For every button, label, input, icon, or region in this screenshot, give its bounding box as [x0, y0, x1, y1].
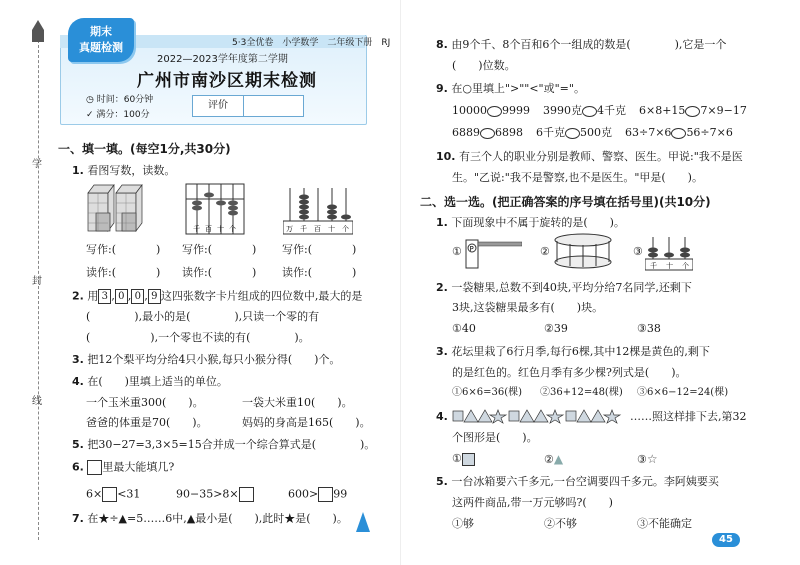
q2-line2	[86, 310, 319, 324]
compare-circle[interactable]	[685, 106, 700, 117]
cubes-figure	[86, 183, 154, 235]
s2q4-opt-1	[452, 452, 475, 466]
q7-line	[72, 512, 348, 526]
score-label	[86, 108, 150, 122]
s2q5-opt-3[interactable]: ③不能确定	[637, 517, 692, 530]
q8-line1	[436, 38, 726, 52]
q3-number: 3.	[72, 353, 84, 366]
read-label: 读作:(	[182, 266, 212, 279]
q8-text-1: 由9个千、8个百和6个一组成的数是( ),它是一个	[451, 38, 727, 51]
q9-r2-c: 6千克	[536, 126, 565, 139]
q10-text-1: 有三个人的职业分别是教师、警察、医生。甲说:"我不是医	[459, 150, 743, 163]
section2-heading: 二、选一选。(把正确答案的序号填在括号里)(共10分)	[420, 195, 711, 209]
q3-text: 把12个梨平均分给4只小猴,每只小猴分得( )个。	[87, 353, 341, 366]
triangle-icon: ▲	[553, 452, 564, 466]
q1-write-3	[282, 243, 356, 257]
compare-circle[interactable]	[565, 128, 580, 139]
q9-r2-d: 500克	[580, 126, 612, 139]
q8-number: 8.	[436, 38, 448, 51]
score-text: 满分：100分	[96, 110, 150, 120]
q9-text: 在○里填上">""<"或"="。	[451, 82, 585, 95]
evaluation-box	[192, 95, 304, 117]
q9-r1-b: 9999	[502, 104, 530, 117]
read-close: )	[252, 266, 257, 279]
badge-line-1: 期末	[90, 25, 112, 38]
q2-one-zero: ),只读一个零的有	[234, 310, 320, 323]
s2q2-line1	[436, 281, 692, 295]
s2q5-opt-2[interactable]: ②不够	[544, 517, 577, 530]
write-label: 写作:(	[86, 243, 116, 256]
carousel-figure	[552, 232, 614, 270]
pencil-icon	[30, 20, 46, 42]
read-close: )	[156, 266, 161, 279]
q9-line	[436, 82, 585, 96]
q4-item-rice: 一袋大米重10( )。	[242, 396, 353, 409]
digit-card-3: 0	[131, 289, 144, 304]
compare-circle[interactable]	[671, 128, 686, 139]
q4-item-dad: 爸爸的体重是70( )。	[86, 416, 208, 429]
q6-number: 6.	[72, 460, 84, 474]
time-text: 时间：60分钟	[96, 95, 154, 105]
series-label: 5·3全优卷 小学数学 二年级下册 RJ	[232, 38, 391, 48]
q9-r1-a: 10000	[452, 104, 487, 117]
q5-text: 把30−27=3,3×5=15合并成一个综合算式是( )。	[87, 438, 376, 451]
s2q1-opt-2[interactable]: ②	[540, 245, 550, 258]
q6-line	[72, 460, 174, 475]
q2-line3	[86, 331, 310, 345]
q1-number: 1.	[72, 164, 84, 177]
compare-circle[interactable]	[480, 128, 495, 139]
s2q3-line1	[436, 345, 710, 359]
q9-row-2	[452, 126, 733, 140]
star-icon: ☆	[646, 452, 658, 466]
s2q3-opt-1[interactable]: ①6×6=36(棵)	[452, 387, 523, 398]
section1-heading: 一、填一填。(每空1分,共30分)	[58, 142, 231, 156]
read-label: 读作:(	[86, 266, 116, 279]
q9-r2-a: 6889	[452, 126, 480, 139]
check-icon: ✓	[86, 110, 97, 120]
q9-r1-f: 7×9−17	[700, 104, 747, 117]
s2q2-line2: 3块,这袋糖果最多有( )块。	[452, 301, 604, 314]
s2q1-number: 1.	[436, 216, 448, 229]
q8-line2: ( )位数。	[452, 59, 516, 72]
counter-small-figure	[645, 233, 693, 271]
abacus-label-thousand: 千	[193, 225, 200, 233]
s2q2-text-1: 一袋糖果,总数不到40块,平均分给7名同学,还剩下	[451, 281, 692, 294]
shape-sequence	[452, 408, 648, 424]
s2q4-opt-1-label[interactable]: ①	[452, 452, 462, 465]
s2q3-number: 3.	[436, 345, 448, 358]
q2-no-zero: ),一个零也不读的有(	[150, 331, 251, 344]
q6-e1-right: <31	[117, 487, 141, 501]
digit-card-4: 9	[148, 289, 161, 304]
s2q4-line1	[436, 410, 448, 424]
corner-triangle-icon	[356, 512, 370, 532]
s2q5-opt-1[interactable]: ①够	[452, 517, 474, 530]
q9-r2-e: 63÷7×6	[625, 126, 672, 139]
badge-line-2: 真题检测	[79, 41, 123, 54]
s2q4-opt-3-label[interactable]: ③	[637, 453, 647, 466]
small-label-thousand: 千	[650, 262, 657, 270]
page-fold	[400, 0, 401, 565]
counter-label-1: 千	[300, 225, 307, 233]
q10-number: 10.	[436, 150, 456, 163]
read-close: )	[352, 266, 357, 279]
q2-number: 2.	[72, 289, 84, 303]
q6-expr-3	[288, 487, 347, 502]
q1-read-2	[182, 266, 256, 280]
q4-item-mom: 妈妈的身高是165( )。	[242, 416, 371, 429]
q7-number: 7.	[72, 512, 84, 525]
binding-line	[38, 40, 39, 540]
s2q5-number: 5.	[436, 475, 448, 488]
q2-min: ),最小的是(	[134, 310, 191, 323]
s2q3-opt-3[interactable]: ③6×6−12=24(棵)	[637, 387, 729, 398]
s2q2-number: 2.	[436, 281, 448, 294]
counter-label-3: 十	[328, 225, 335, 233]
abacus-label-hundred: 百	[205, 225, 212, 233]
q9-r2-f: 56÷7×6	[686, 126, 733, 139]
q3-line	[72, 353, 340, 367]
q9-r2-b: 6898	[495, 126, 523, 139]
counter-figure	[283, 183, 353, 235]
s2q3-opt-2[interactable]: ②36+12=48(棵)	[540, 387, 623, 398]
q4-number: 4.	[72, 375, 84, 388]
exam-badge	[68, 18, 134, 62]
q9-r1-c: 3990克	[543, 104, 582, 117]
abacus-label-ten: 十	[217, 225, 224, 233]
s2q2-opt-1[interactable]: ①40	[452, 322, 476, 335]
s2q4-line2: 个图形是( )。	[452, 431, 538, 444]
s2q1-line	[436, 216, 625, 230]
sidebar-label-3: 线	[32, 396, 42, 407]
s2q2-opt-3[interactable]: ③38	[637, 322, 661, 335]
write-label: 写作:(	[182, 243, 212, 256]
q1-read-3	[282, 266, 356, 280]
compare-circle[interactable]	[487, 106, 502, 117]
write-close: )	[252, 243, 257, 256]
sidebar-label-2: 封	[32, 276, 42, 287]
q6-box-3[interactable]	[318, 487, 333, 502]
s2q3-text-1: 花坛里栽了6行月季,每行6棵,其中12棵是黄色的,剩下	[451, 345, 710, 358]
s2q1-opt-3[interactable]: ③	[633, 245, 643, 258]
q2-text: 这四张数字卡片组成的四位数中,最大的是	[160, 289, 363, 303]
q1-write-1	[86, 243, 160, 257]
q9-row-1	[452, 104, 747, 118]
q6-text: 里最大能填几?	[102, 460, 175, 474]
q6-e3-left: 600>	[288, 487, 319, 501]
s2q4-opt-2	[544, 452, 563, 467]
q6-expr-2	[176, 487, 254, 502]
abacus-label-one: 个	[229, 225, 236, 233]
s2q5-text-1: 一台冰箱要六千多元,一台空调要四千多元。李阿姨要买	[451, 475, 719, 488]
q1-line	[72, 164, 175, 178]
s2q1-opt-1[interactable]: ①	[452, 245, 462, 258]
q9-r1-e: 6×8+15	[639, 104, 686, 117]
write-label: 写作:(	[282, 243, 312, 256]
square-icon	[462, 453, 475, 466]
q4-line	[72, 375, 228, 389]
write-close: )	[156, 243, 161, 256]
s2q5-line2: 这两件商品,带一万元够吗?( )	[452, 496, 613, 509]
sidebar-label-1: 学	[32, 159, 42, 170]
q1-write-2	[182, 243, 256, 257]
q6-e1-left: 6×	[86, 487, 103, 501]
school-year: 2022—2023学年度第二学期	[157, 54, 288, 65]
parking-gate-figure	[464, 234, 522, 270]
q10-line2: 生。"乙说:"我不是警察,也不是医生。"甲是( )。	[452, 171, 703, 184]
digit-card-2: 0	[115, 289, 128, 304]
q2-end: )。	[294, 331, 310, 344]
q10-line1	[436, 150, 743, 164]
q6-e2-left: 90−35>8×	[176, 487, 239, 501]
q2-blank-open-2: (	[86, 331, 91, 344]
q9-r1-d: 4千克	[597, 104, 626, 117]
compare-circle[interactable]	[582, 106, 597, 117]
counter-label-0: 万	[286, 225, 293, 233]
s2q4-suffix: ……照这样排下去,第32	[630, 410, 747, 423]
small-label-one: 个	[682, 262, 689, 270]
clock-icon: ◷	[86, 95, 97, 105]
q2-pre: 用	[87, 289, 99, 303]
blank-square	[87, 460, 102, 475]
q4-text: 在( )里填上适当的单位。	[87, 375, 228, 388]
small-label-ten: 十	[666, 262, 673, 270]
s2q4-number: 4.	[436, 410, 448, 423]
evaluation-label: 评价	[193, 96, 244, 116]
q6-e3-right: 99	[333, 487, 348, 501]
q1-text: 看图写数，读数。	[87, 164, 176, 177]
q6-box-2[interactable]	[239, 487, 254, 502]
counter-label-2: 百	[314, 225, 321, 233]
svg-text:P: P	[469, 245, 474, 253]
write-close: )	[352, 243, 357, 256]
q5-line	[72, 438, 375, 452]
page-title: 广州市南沙区期末检测	[137, 71, 317, 91]
q7-text: 在★÷▲=5……6中,▲最小是( ),此时★是( )。	[87, 512, 348, 525]
s2q4-opt-3	[637, 452, 658, 467]
s2q5-line1	[436, 475, 719, 489]
s2q3-line2: 的是红色的。红色月季有多少棵?列式是( )。	[452, 366, 687, 379]
q6-box-1[interactable]	[102, 487, 117, 502]
q1-read-1	[86, 266, 160, 280]
q9-number: 9.	[436, 82, 448, 95]
q4-item-corn: 一个玉米重300( )。	[86, 396, 204, 409]
read-label: 读作:(	[282, 266, 312, 279]
q5-number: 5.	[72, 438, 84, 451]
q2-line1: 2. 用 3 , 0 , 0 , 9 这四张数字卡片组成的四位数中,最大的是	[72, 289, 363, 303]
s2q2-opt-2[interactable]: ②39	[544, 322, 568, 335]
digit-card-1: 3	[98, 289, 111, 304]
q6-expr-1	[86, 487, 140, 502]
q2-blank-open: (	[86, 310, 91, 323]
abacus-figure	[185, 183, 245, 235]
counter-label-4: 个	[342, 225, 349, 233]
s2q1-text: 下面现象中不属于旋转的是( )。	[451, 216, 625, 229]
s2q4-opt-2-label[interactable]: ②	[544, 453, 554, 466]
time-label	[86, 93, 153, 107]
page-number: 45	[712, 533, 740, 547]
